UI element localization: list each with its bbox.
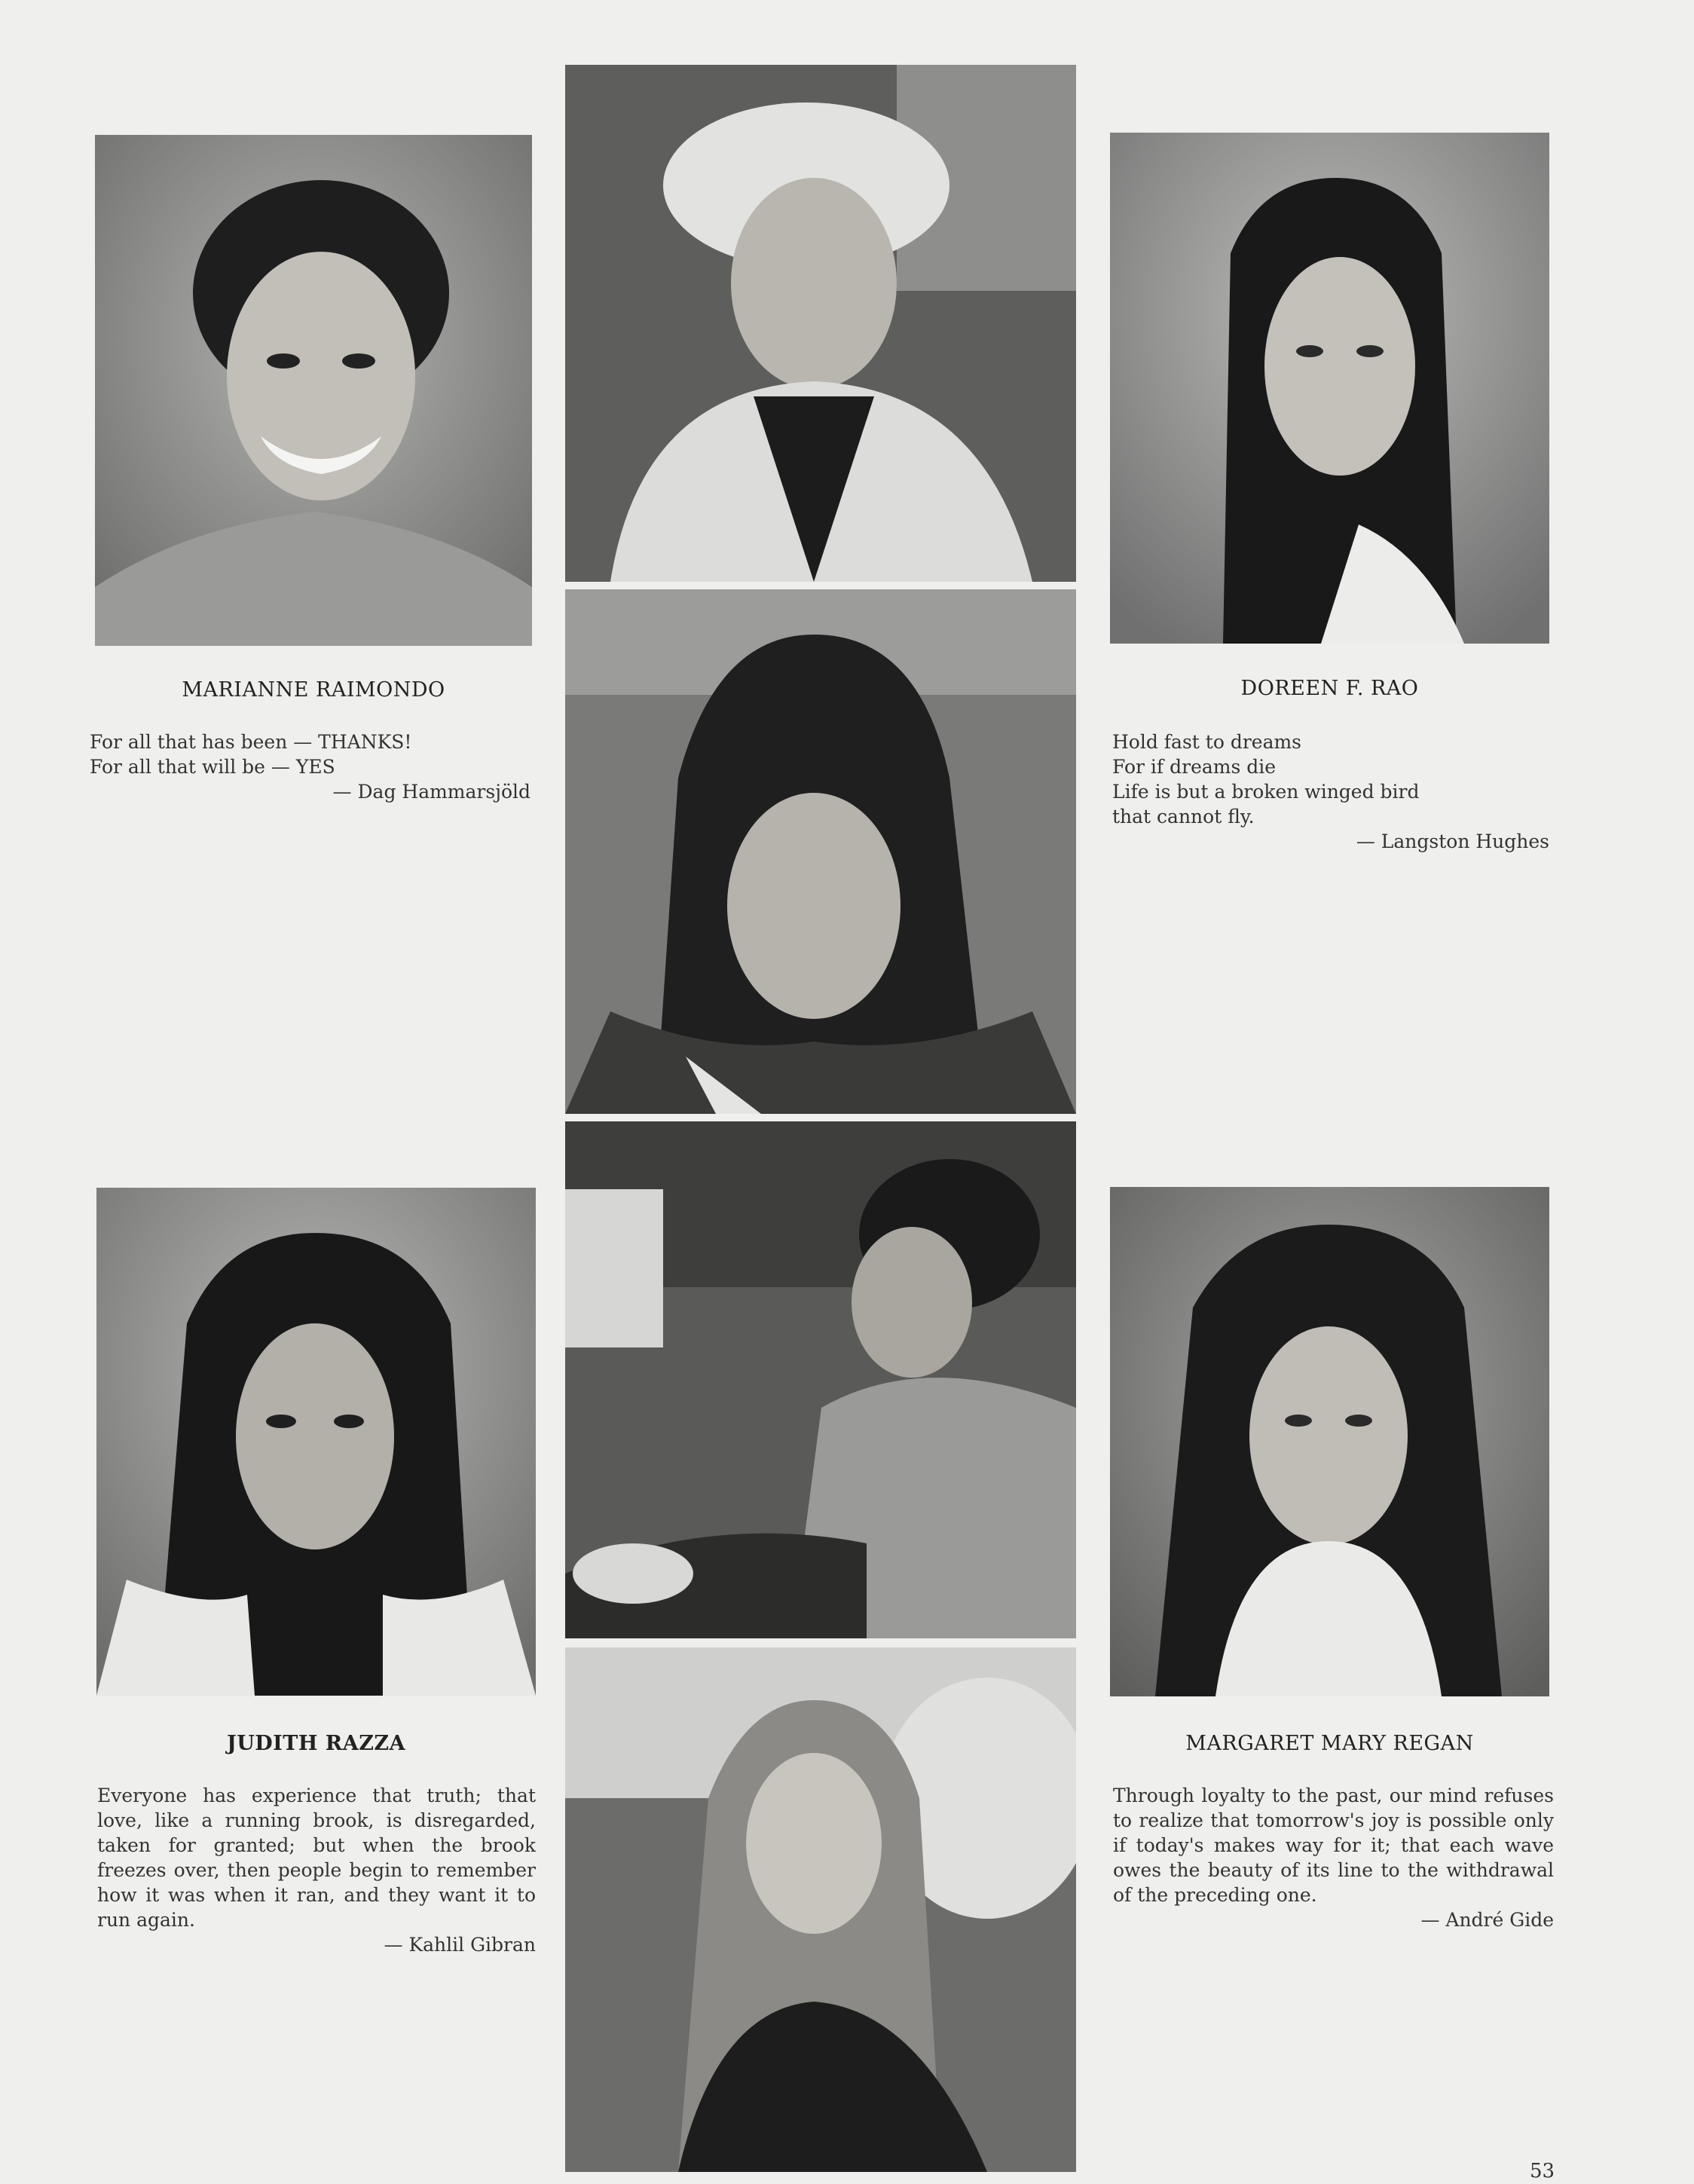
- portrait-doreen-rao: [1110, 133, 1549, 644]
- quote-text: Through loyalty to the past, our mind refuses to realize that tomorrow's joy is possible only if today's makes way for it; that each wave owes the beauty of its line to the withdrawal of the preceding one.: [1113, 1785, 1554, 1906]
- senior-quote: [90, 730, 531, 804]
- candid-photo-smiling: [565, 1647, 1076, 2172]
- quote-line: that cannot fly.: [1112, 806, 1255, 827]
- page-number: 53: [1530, 2160, 1555, 2182]
- quote-author: — Kahlil Gibran: [384, 1934, 536, 1956]
- portrait-margaret-regan: [1110, 1187, 1549, 1696]
- quote-author: — Dag Hammarsjöld: [332, 781, 531, 803]
- senior-name: JUDITH RAZZA: [226, 1732, 406, 1755]
- candid-photo-working: [565, 1121, 1076, 1638]
- candid-photo-reading: [565, 589, 1076, 1114]
- quote-line: Hold fast to dreams: [1112, 731, 1302, 753]
- quote-author: — Langston Hughes: [1356, 830, 1549, 852]
- senior-quote: [1112, 730, 1549, 854]
- portrait-marianne-raimondo: [95, 135, 532, 646]
- quote-line: For all that will be — YES: [90, 756, 335, 778]
- quote-line: Life is but a broken winged bird: [1112, 781, 1420, 803]
- quote-line: For all that has been — THANKS!: [90, 731, 412, 753]
- quote-text: Everyone has experience that truth; that love, like a running brook, is disregarded, taken for granted; but when the brook freezes over, then people begin to remember how it was when it ran, and they want it to run again.: [97, 1785, 536, 1931]
- candid-photo-hat: [565, 65, 1076, 582]
- senior-quote: [97, 1783, 536, 1957]
- portrait-judith-razza: [96, 1188, 536, 1696]
- senior-name: MARIANNE RAIMONDO: [182, 678, 445, 702]
- senior-name: MARGARET MARY REGAN: [1185, 1732, 1474, 1755]
- quote-line: For if dreams die: [1112, 756, 1277, 778]
- quote-author: — André Gide: [1420, 1909, 1554, 1931]
- senior-name: DOREEN F. RAO: [1240, 677, 1419, 700]
- senior-quote: [1113, 1783, 1554, 1932]
